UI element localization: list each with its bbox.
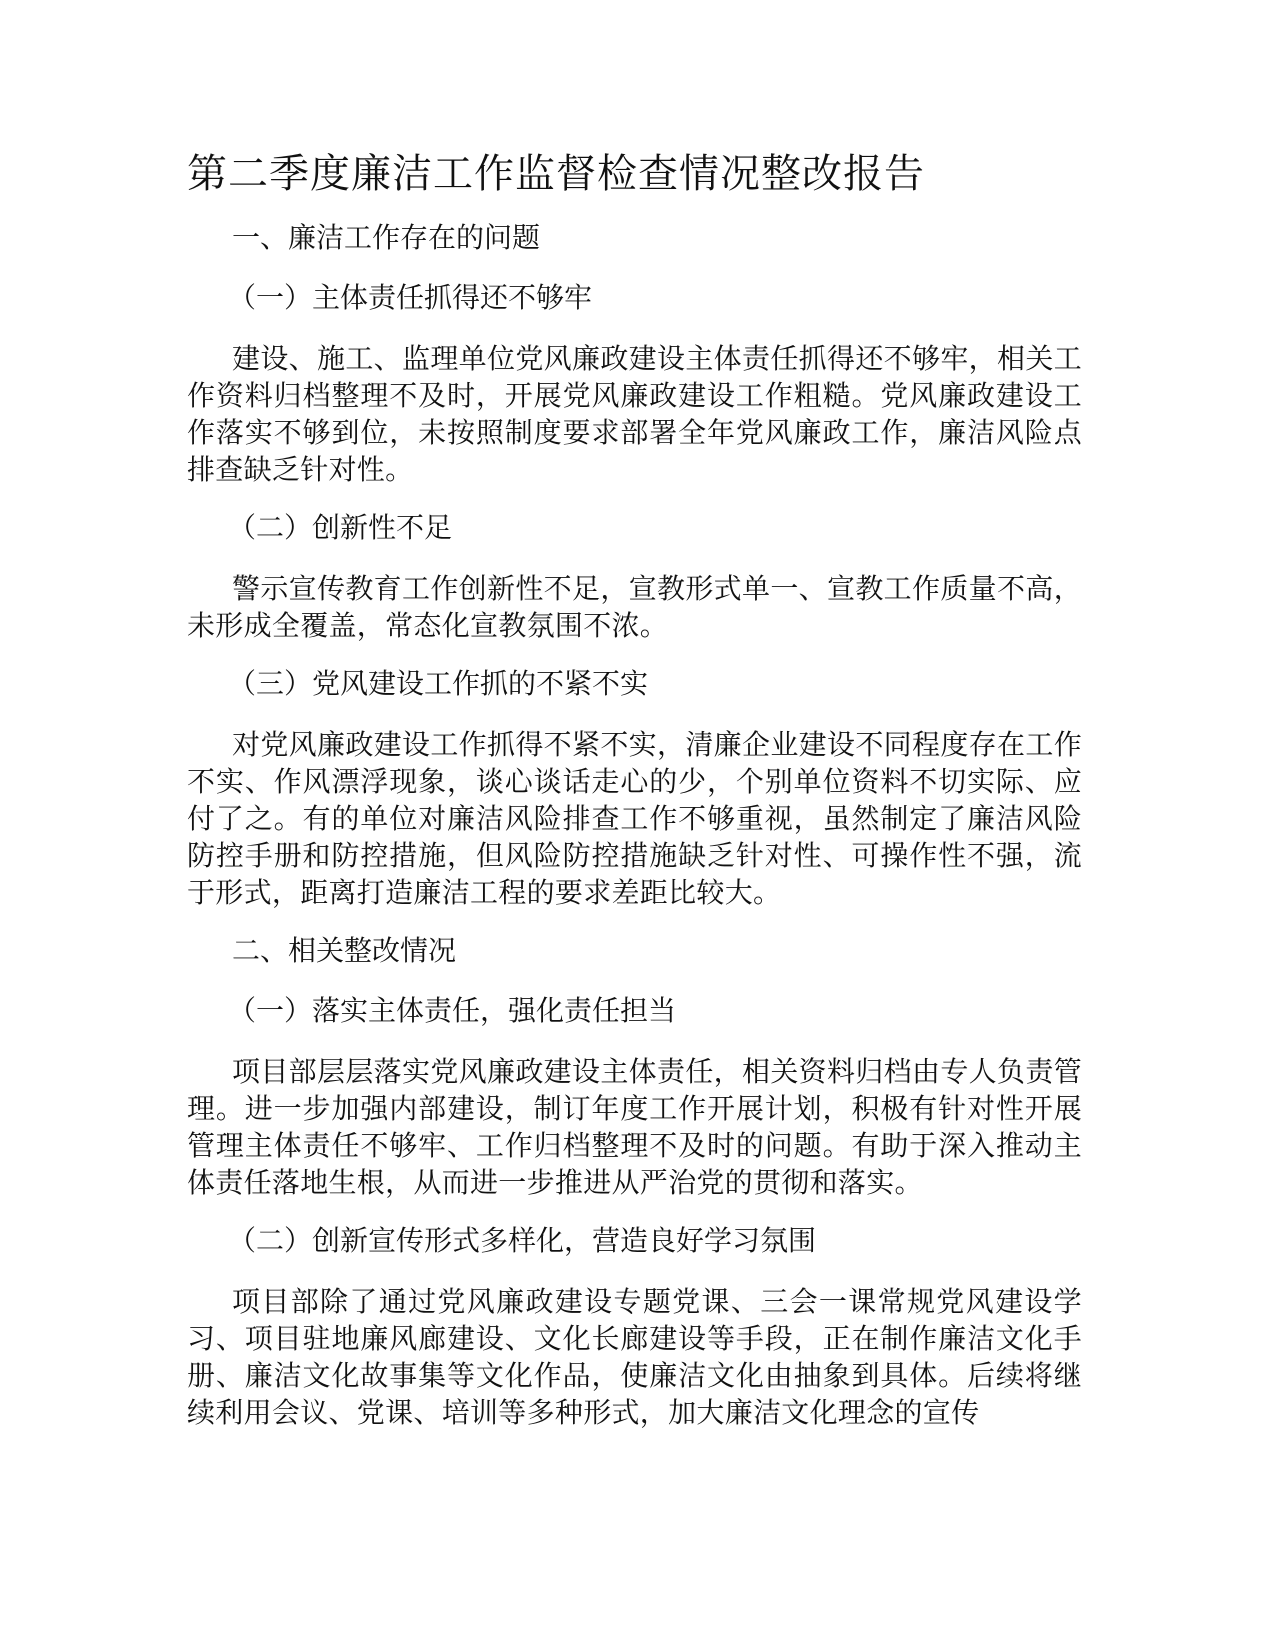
subsection-heading-1-1: （一）主体责任抓得还不够牢 (228, 281, 593, 314)
paragraph-2-1: 项目部层层落实党风廉政建设主体责任，相关资料归档由专人负责管理。进一步加强内部建设，制订年度工作开展计划，积极有针对性开展管理主体责任不够牢、工作归档整理不及时的问题。有助于深入推动主体责任落地生根，从而进一步推进从严治党的贯彻和落实。 (187, 1055, 1082, 1199)
section-heading-2: 二、相关整改情况 (232, 934, 457, 967)
section-heading-1: 一、廉洁工作存在的问题 (232, 221, 541, 254)
paragraph-1-2: 警示宣传教育工作创新性不足，宣教形式单一、宣教工作质量不高，未形成全覆盖，常态化宣教氛围不浓。 (187, 572, 1082, 642)
paragraph-2-2: 项目部除了通过党风廉政建设专题党课、三会一课常规党风建设学习、项目驻地廉风廊建设、文化长廊建设等手段，正在制作廉洁文化手册、廉洁文化故事集等文化作品，使廉洁文化由抽象到具体。后续将继续利用会议、党课、培训等多种形式，加大廉洁文化理念的宣传 (187, 1285, 1082, 1429)
paragraph-1-3: 对党风廉政建设工作抓得不紧不实，清廉企业建设不同程度存在工作不实、作风漂浮现象，谈心谈话走心的少，个别单位资料不切实际、应付了之。有的单位对廉洁风险排查工作不够重视，虽然制定了廉洁风险防控手册和防控措施，但风险防控措施缺乏针对性、可操作性不强，流于形式，距离打造廉洁工程的要求差距比较大。 (187, 728, 1082, 909)
page-title: 第二季度廉洁工作监督检查情况整改报告 (187, 151, 925, 197)
subsection-heading-2-2: （二）创新宣传形式多样化，营造良好学习氛围 (228, 1224, 817, 1257)
subsection-heading-2-1: （一）落实主体责任，强化责任担当 (228, 994, 677, 1027)
subsection-heading-1-3: （三）党风建设工作抓的不紧不实 (228, 667, 649, 700)
paragraph-1-1: 建设、施工、监理单位党风廉政建设主体责任抓得还不够牢，相关工作资料归档整理不及时，开展党风廉政建设工作粗糙。党风廉政建设工作落实不够到位，未按照制度要求部署全年党风廉政工作，廉洁风险点排查缺乏针对性。 (187, 342, 1082, 486)
subsection-heading-1-2: （二）创新性不足 (228, 511, 453, 544)
document-body (187, 150, 1082, 1453)
